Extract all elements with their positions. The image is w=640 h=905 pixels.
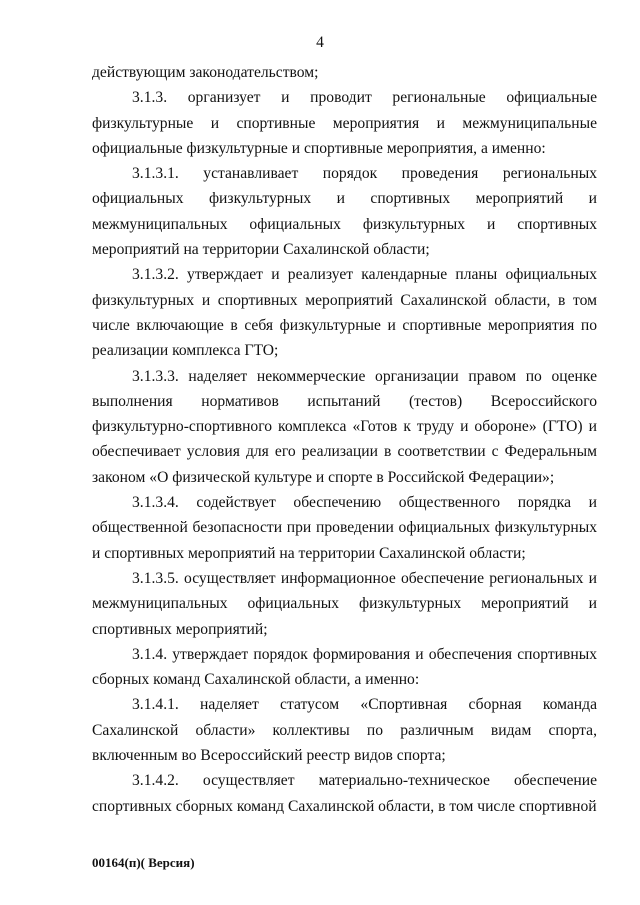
paragraph-3-1-4-1: 3.1.4.1. наделяет статусом «Спортивная сборная команда Сахалинской области» коллективы по различным видам спорта, включенным во Всероссийский реестр видов спорта; bbox=[92, 696, 597, 765]
paragraph-3-1-3-4: 3.1.3.4. содействует обеспечению общественного порядка и общественной безопасности при проведении официальных физкультурных и спортивных мероприятий на территории Сахалинской области; bbox=[92, 494, 597, 562]
paragraph-continuation: действующим законодательством; bbox=[92, 64, 319, 81]
document-body bbox=[92, 60, 597, 819]
paragraph-3-1-4-2: 3.1.4.2. осуществляет материально-техническое обеспечение спортивных сборных команд Сахалинской области, в том числе спортивной bbox=[92, 772, 597, 815]
paragraph-3-1-3-5: 3.1.3.5. осуществляет информационное обеспечение региональных и межмуниципальных официальных физкультурных мероприятий и спортивных мероприятий; bbox=[92, 569, 597, 638]
paragraph-3-1-3-1: 3.1.3.1. устанавливает порядок проведения региональных официальных физкультурных и спортивных мероприятий и межмуниципальных официальных физкультурных и спортивных мероприятий на территории Сахалинской области; bbox=[92, 165, 597, 259]
document-footer-code: 00164(п)( Версия) bbox=[92, 855, 195, 870]
page-number: 4 bbox=[316, 34, 324, 51]
paragraph-3-1-3-2: 3.1.3.2. утверждает и реализует календарные планы официальных физкультурных и спортивных мероприятий Сахалинской области, в том числе включающие в себя физкультурные и спортивные мероприятия по реализации комплекса ГТО; bbox=[92, 266, 597, 360]
paragraph-3-1-3: 3.1.3. организует и проводит региональные официальные физкультурные и спортивные мероприятия и межмуниципальные официальные физкультурные и спортивные мероприятия, а именно: bbox=[92, 89, 597, 157]
paragraph-3-1-4: 3.1.4. утверждает порядок формирования и обеспечения спортивных сборных команд Сахалинской области, а именно: bbox=[92, 645, 597, 689]
paragraph-3-1-3-3: 3.1.3.3. наделяет некоммерческие организации правом по оценке выполнения нормативов испытаний (тестов) Всероссийского физкультурно-спортивного комплекса «Готов к труду и обороне» (ГТО) и обеспечивает условия для его реализации в соответствии с Федеральным законом «О физической культуре и спорте в Российской Федерации»; bbox=[92, 367, 597, 486]
